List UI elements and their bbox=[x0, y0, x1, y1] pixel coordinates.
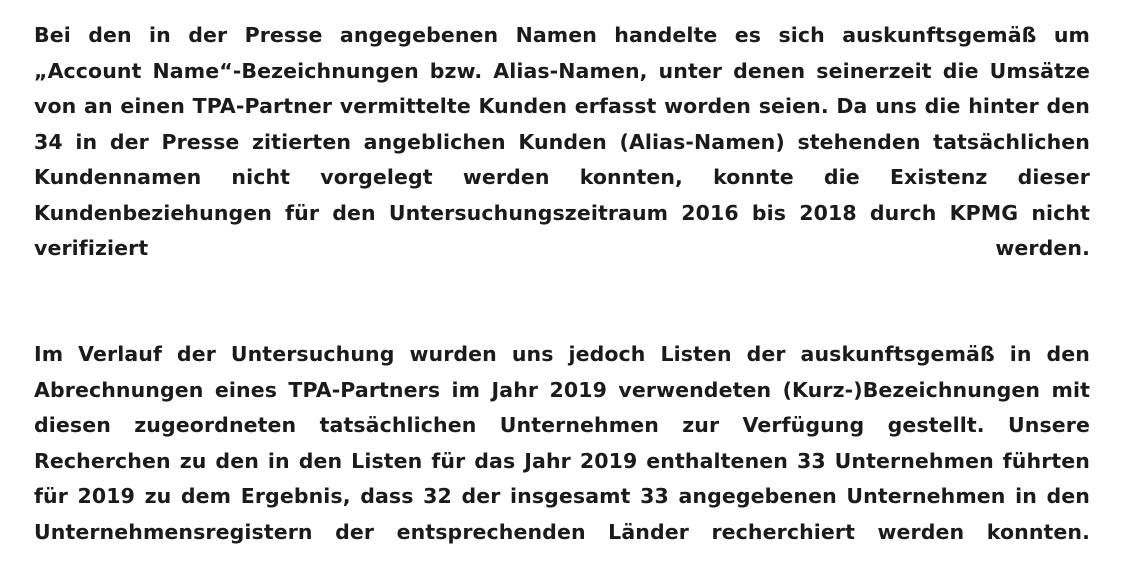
paragraph-2: Im Verlauf der Untersuchung wurden uns jedoch Listen der auskunftsgemäß in den Abrechnungen eines TPA-Partners im Jahr 2019 verwendeten (Kurz-)Bezeichnungen mit diesen zugeordneten tatsächlichen Unternehmen zur Verfügung gestellt. Unsere Recherchen zu den in den Listen für das Jahr 2019 enthaltenen 33 Unternehmen führten für 2019 zu dem Ergebnis, dass 32 der insgesamt 33 angegebenen Unternehmen in den Unternehmensregistern der entsprechenden Länder recherchiert werden konnten. bbox=[34, 342, 1090, 544]
paragraph-1: Bei den in der Presse angegebenen Namen handelte es sich auskunftsgemäß um „Account Name“-Bezeichnungen bzw. Alias-Namen, unter denen seinerzeit die Umsätze von an einen TPA-Partner vermittelte Kunden erfasst worden seien. Da uns die hinter den 34 in der Presse zitierten angeblichen Kunden (Alias-Namen) stehenden tatsächlichen Kundennamen nicht vorgelegt werden konnten, konnte die Existenz dieser Kundenbeziehungen für den Untersuchungszeitraum 2016 bis 2018 durch KPMG nicht verifiziert werden. bbox=[34, 23, 1090, 260]
